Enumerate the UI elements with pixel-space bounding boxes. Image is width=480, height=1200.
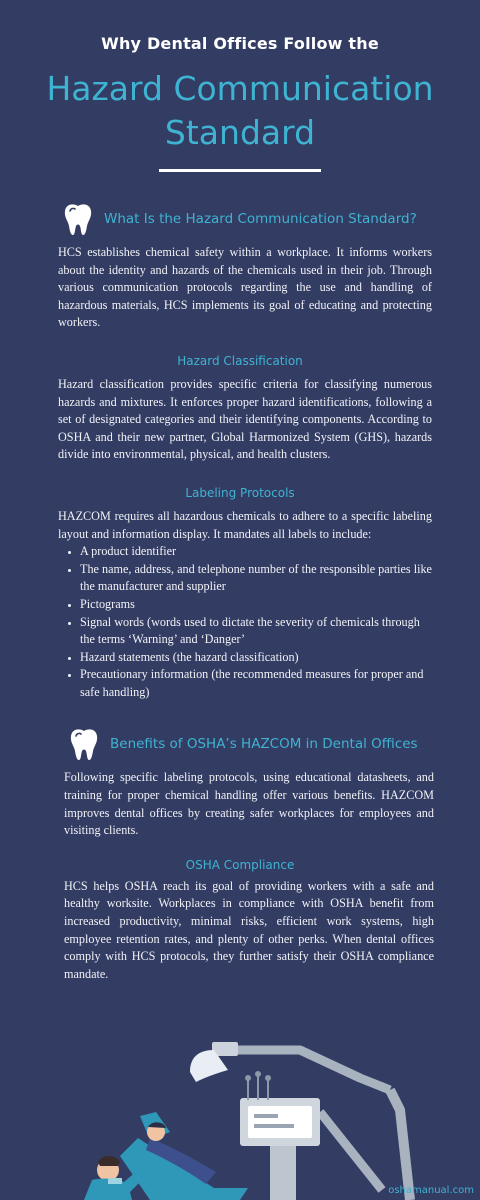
benefits-intro: Following specific labeling protocols, using educational datasheets, and training for proper chemical handling offer various benefits. HAZCOM improves dental offices by creating safer workplaces for employees and visiting clients. [64,770,434,838]
labeling-list [0,543,480,701]
compliance-text: HCS helps OSHA reach its goal of providing workers with a safe and healthy worksite. Workplaces in compliance with OSHA benefit from increased productivity, minimal risks, efficient work systems, high employee retention rates, and plenty of other perks. When dental offices comply with HCS protocols, they further satisfy their OSHA compliance mandate. [64,878,434,981]
page-title [0,67,480,155]
subheading-classification: Hazard Classification [177,353,303,368]
section-heading-text: Benefits of OSHA’s HAZCOM in Dental Offices [110,736,418,753]
tooth-icon [62,202,94,236]
list-item: • Precautionary information (the recommended measures for proper and safe handling) [80,666,432,701]
labeling-text: HAZCOM requires all hazardous chemicals to adhere to a specific labeling layout and information display. It mandates all labels to include: [58,508,432,541]
list-item: • A product identifier [80,543,432,561]
title-line-2: Standard [164,113,316,152]
subheading-compliance: OSHA Compliance [185,857,295,872]
title-line-1: Hazard Communication [46,69,434,108]
list-item: • Hazard statements (the hazard classification) [80,649,432,667]
hcs-intro: HCS establishes chemical safety within a workplace. It informs workers about the identity and hazards of the chemicals used in their job. Through various communication protocols regarding the use and handling of hazardous materials, HCS implements its goal of educating and protecting workers. [58,245,432,330]
list-item: • The name, address, and telephone number of the responsible parties like the manufacturer and supplier [80,561,432,596]
list-item: • Pictograms [80,596,432,614]
tooth-icon [68,727,100,761]
kicker: Why Dental Offices Follow the [101,34,379,53]
header [0,0,480,172]
section-heading-benefits [0,727,480,761]
section-heading-hcs [0,202,480,236]
subheading-labeling: Labeling Protocols [185,485,295,500]
list-item: • Signal words (words used to dictate the severity of chemicals through the terms ‘Warning’ and ‘Danger’ [80,614,432,649]
lamp-icon [190,1042,238,1082]
classification-text: Hazard classification provides specific criteria for classifying numerous hazards and mixtures. It enforces proper hazard identifications, following a set of designated categories and their identifying components. According to OSHA and their new partner, Global Harmonized System (GHS), hazards divide into environmental, physical, and health clusters. [58,376,432,462]
site-url: oshamanual.com [388,1185,474,1196]
section-heading-text: What Is the Hazard Communication Standard? [104,211,417,227]
title-divider [159,169,321,172]
dental-chair-illustration [0,1020,480,1200]
